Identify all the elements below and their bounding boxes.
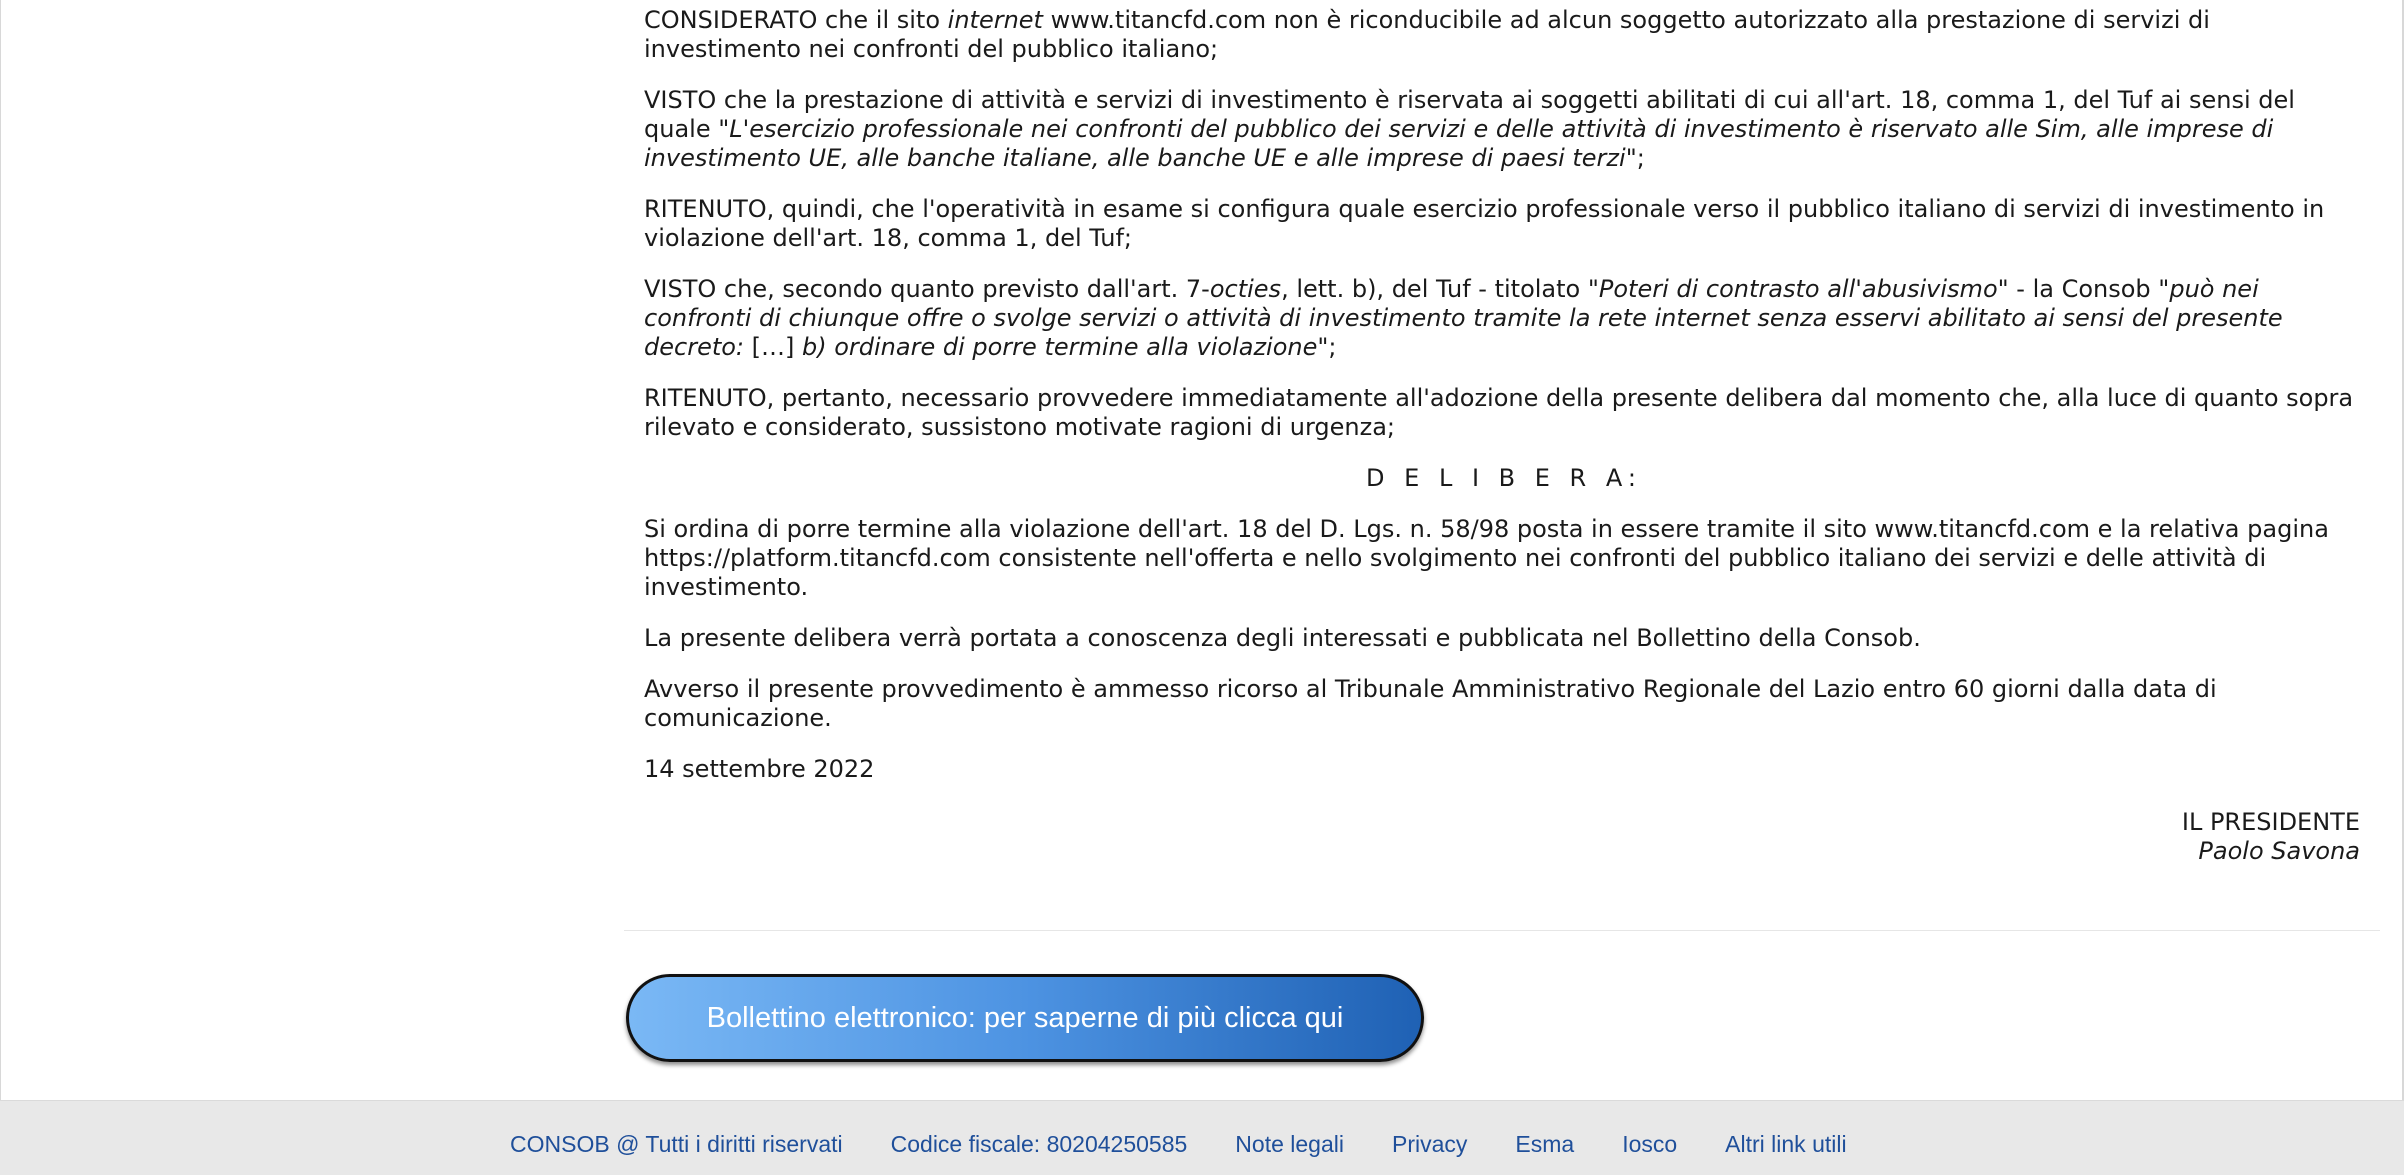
site-footer [0, 1100, 2404, 1175]
signer-role: IL PRESIDENTE [2181, 808, 2360, 836]
signature-block [644, 808, 2360, 866]
text-run-italic: può nei confronti di chiunque offre o svolge servizi o attività di investimento tramite la rete internet senza esservi abilitato ai sensi del presente decreto: [644, 275, 2283, 361]
paragraph-considerato [644, 6, 2364, 64]
paragraph-ordine: Si ordina di porre termine alla violazione dell'art. 18 del D. Lgs. n. 58/98 posta in essere tramite il sito www.titancfd.com e la relativa pagina https://platform.titancfd.com consistente nell'offerta e nello svolgimento nei confronti del pubblico italiano dei servizi e delle attività di investimento. [644, 515, 2329, 601]
footer-link-iosco[interactable]: Iosco [1622, 1131, 1678, 1157]
content-divider [624, 930, 2380, 931]
text-run: " - la Consob " [1997, 275, 2170, 303]
page-left-border [0, 0, 1, 1100]
text-run: VISTO che la prestazione di attività e servizi di investimento è riservata ai soggetti abilitati di cui all'art. 18, comma 1, del Tuf ai sensi del quale " [644, 86, 2295, 143]
bollettino-button[interactable] [626, 974, 1424, 1062]
signer-name: Paolo Savona [2198, 837, 2360, 865]
footer-link-privacy[interactable]: Privacy [1391, 1131, 1468, 1157]
delibera-text [644, 6, 2364, 866]
text-run: VISTO che, secondo quanto previsto dall'art. 7- [644, 275, 1210, 303]
paragraph-ricorso: Avverso il presente provvedimento è ammesso ricorso al Tribunale Amministrativo Regionale del Lazio entro 60 giorni dalla data di comunicazione. [644, 675, 2217, 732]
footer-link-copyright[interactable]: CONSOB @ Tutti i diritti riservati [510, 1131, 843, 1157]
paragraph-ritenuto-1: RITENUTO, quindi, che l'operatività in esame si configura quale esercizio professionale verso il pubblico italiano di servizi di investimento in violazione dell'art. 18, comma 1, del Tuf; [644, 195, 2325, 252]
text-run: CONSIDERATO che il sito [644, 6, 948, 34]
footer-links [510, 1131, 1895, 1158]
text-run: […] [744, 333, 802, 361]
text-run-italic: b) ordinare di porre termine alla violazione [802, 333, 1318, 361]
paragraph-visto-1 [644, 86, 2364, 173]
paragraph-ritenuto-2: RITENUTO, pertanto, necessario provvedere immediatamente all'adozione della presente delibera dal momento che, alla luce di quanto sopra rilevato e considerato, sussistono motivate ragioni di urgenza; [644, 384, 2354, 441]
text-run: "; [1317, 333, 1337, 361]
footer-link-note-legali[interactable]: Note legali [1235, 1131, 1344, 1157]
text-run-italic: internet [947, 6, 1043, 34]
text-run: , lett. b), del Tuf - titolato " [1281, 275, 1599, 303]
text-run-italic: Poteri di contrasto all'abusivismo [1598, 275, 1998, 303]
text-run: www.titancfd.com non è riconducibile ad alcun soggetto autorizzato alla prestazione di servizi di investimento nei confronti del pubblico italiano; [644, 6, 2210, 63]
bollettino-button-label: Bollettino elettronico: per saperne di più clicca qui [706, 1001, 1344, 1034]
text-run-italic: octies [1209, 275, 1282, 303]
paragraph-visto-2 [644, 275, 2364, 362]
footer-link-esma[interactable]: Esma [1515, 1131, 1575, 1157]
text-run-italic: L'esercizio professionale nei confronti del pubblico dei servizi e delle attività di investimento è riservato alle Sim, alle imprese di investimento UE, alle banche italiane, alle banche UE e alle imprese di paesi terzi [644, 115, 2274, 172]
delibera-date: 14 settembre 2022 [644, 755, 875, 783]
delibera-heading: D E L I B E R A: [1366, 464, 1642, 492]
footer-link-codice-fiscale[interactable]: Codice fiscale: 80204250585 [890, 1131, 1188, 1157]
footer-link-altri-link[interactable]: Altri link utili [1725, 1131, 1847, 1157]
text-run: "; [1625, 144, 1645, 172]
paragraph-pubblicazione: La presente delibera verrà portata a conoscenza degli interessati e pubblicata nel Bollettino della Consob. [644, 624, 1921, 652]
